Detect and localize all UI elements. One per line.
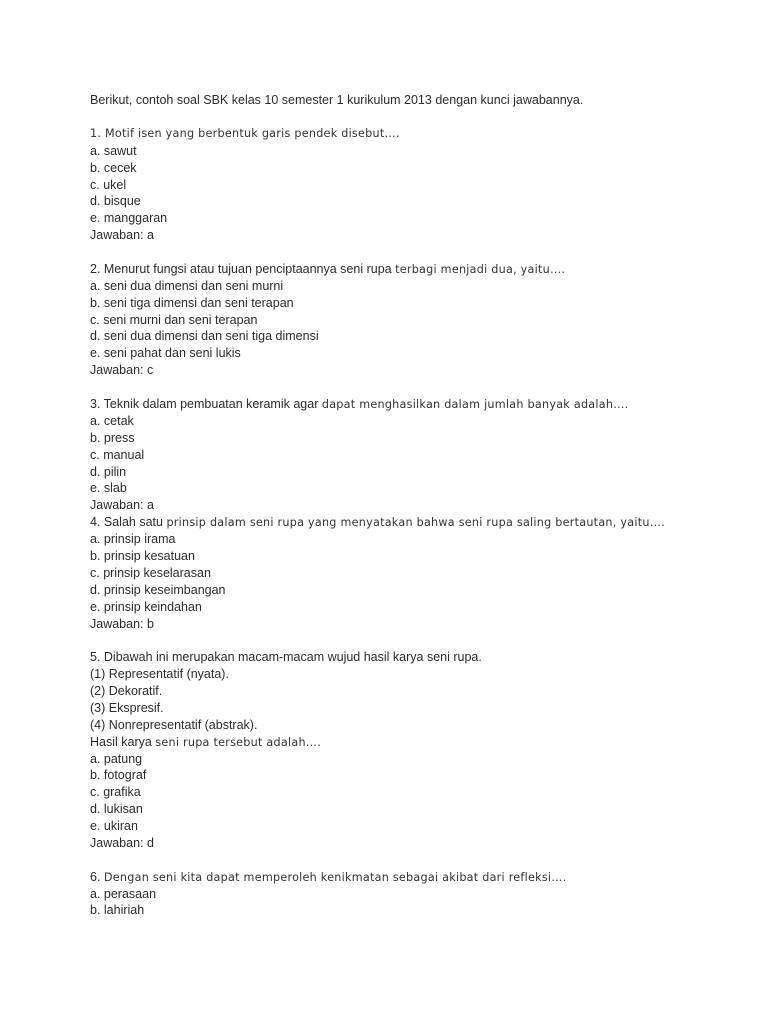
option-c: c. grafika [90, 785, 141, 800]
option-b: b. cecek [90, 160, 137, 175]
answer: Jawaban: a [90, 228, 154, 243]
option-b: b. press [90, 430, 135, 445]
option-a: a. perasaan [90, 886, 157, 901]
option-e: e. slab [90, 481, 127, 496]
document-content [90, 92, 750, 919]
answer: Jawaban: c [90, 363, 154, 378]
question-stem [90, 514, 750, 531]
question-stem: 5. Dibawah ini merupakan macam-macam wujud hasil karya seni rupa. [90, 650, 482, 665]
question-stem-2 [90, 734, 750, 751]
list-item-2: (2) Dekoratif. [90, 684, 163, 698]
question-stem [90, 869, 750, 886]
option-c: c. manual [90, 447, 145, 462]
question-stem-2-part1: Hasil karya [90, 734, 156, 749]
option-b: b. seni tiga dimensi dan seni terapan [90, 295, 294, 310]
question-2 [90, 261, 750, 379]
question-stem-part2: dapat menghasilkan dalam jumlah banyak adalah…. [321, 397, 629, 411]
option-e: e. manggaran [90, 211, 168, 226]
question-stem-2-part2: seni rupa tersebut adalah…. [155, 735, 322, 749]
option-a: a. prinsip irama [90, 532, 176, 547]
list-item-1: (1) Representatif (nyata). [90, 667, 229, 682]
option-a: a. cetak [90, 413, 134, 428]
question-stem-part2: prinsip dalam seni rupa yang menyatakan bahwa seni rupa saling bertautan, yaitu…. [166, 516, 665, 530]
list-item-4: (4) Nonrepresentatif (abstrak). [90, 717, 258, 732]
answer: Jawaban: a [90, 498, 154, 513]
option-e: e. seni pahat dan seni lukis [90, 346, 241, 361]
question-stem-part2: terbagi menjadi dua, yaitu…. [395, 262, 566, 276]
question-stem: 1. Motif isen yang berbentuk garis pendek disebut…. [90, 126, 400, 140]
question-stem-part1: 3. Teknik dalam pembuatan keramik agar [90, 396, 322, 411]
option-a: a. seni dua dimensi dan seni murni [90, 278, 284, 293]
option-d: d. pilin [90, 464, 127, 479]
list-item-3: (3) Ekspresif. [90, 700, 164, 715]
answer: Jawaban: d [90, 836, 154, 851]
option-a: a. sawut [90, 143, 137, 158]
option-b: b. lahiriah [90, 903, 145, 918]
question-stem-part1: 6. [90, 869, 104, 884]
option-a: a. patung [90, 751, 143, 766]
option-c: c. seni murni dan seni terapan [90, 312, 258, 327]
question-6 [90, 869, 750, 920]
option-c: c. ukel [90, 177, 127, 192]
question-stem [90, 396, 750, 413]
option-d: d. seni dua dimensi dan seni tiga dimensi [90, 329, 319, 344]
question-stem-part1: 4. Salah satu [90, 515, 167, 530]
question-stem-part1: 2. Menurut fungsi atau tujuan penciptaannya seni rupa [90, 261, 396, 276]
question-stem-part2: Dengan seni kita dapat memperoleh kenikmatan sebagai akibat dari refleksi…. [103, 870, 567, 884]
answer: Jawaban: b [90, 616, 154, 631]
option-d: d. prinsip keseimbangan [90, 582, 226, 597]
option-b: b. prinsip kesatuan [90, 548, 195, 563]
option-d: d. bisque [90, 194, 141, 209]
option-c: c. prinsip keselarasan [90, 565, 211, 580]
question-5 [90, 649, 750, 852]
option-b: b. fotograf [90, 768, 147, 783]
question-stem [90, 261, 750, 278]
question-1 [90, 126, 750, 244]
question-3 [90, 396, 750, 514]
option-d: d. lukisan [90, 802, 143, 817]
option-e: e. ukiran [90, 819, 138, 834]
intro-text: Berikut, contoh soal SBK kelas 10 semester 1 kurikulum 2013 dengan kunci jawabannya. [90, 93, 584, 107]
question-4 [90, 514, 750, 632]
option-e: e. prinsip keindahan [90, 599, 202, 614]
